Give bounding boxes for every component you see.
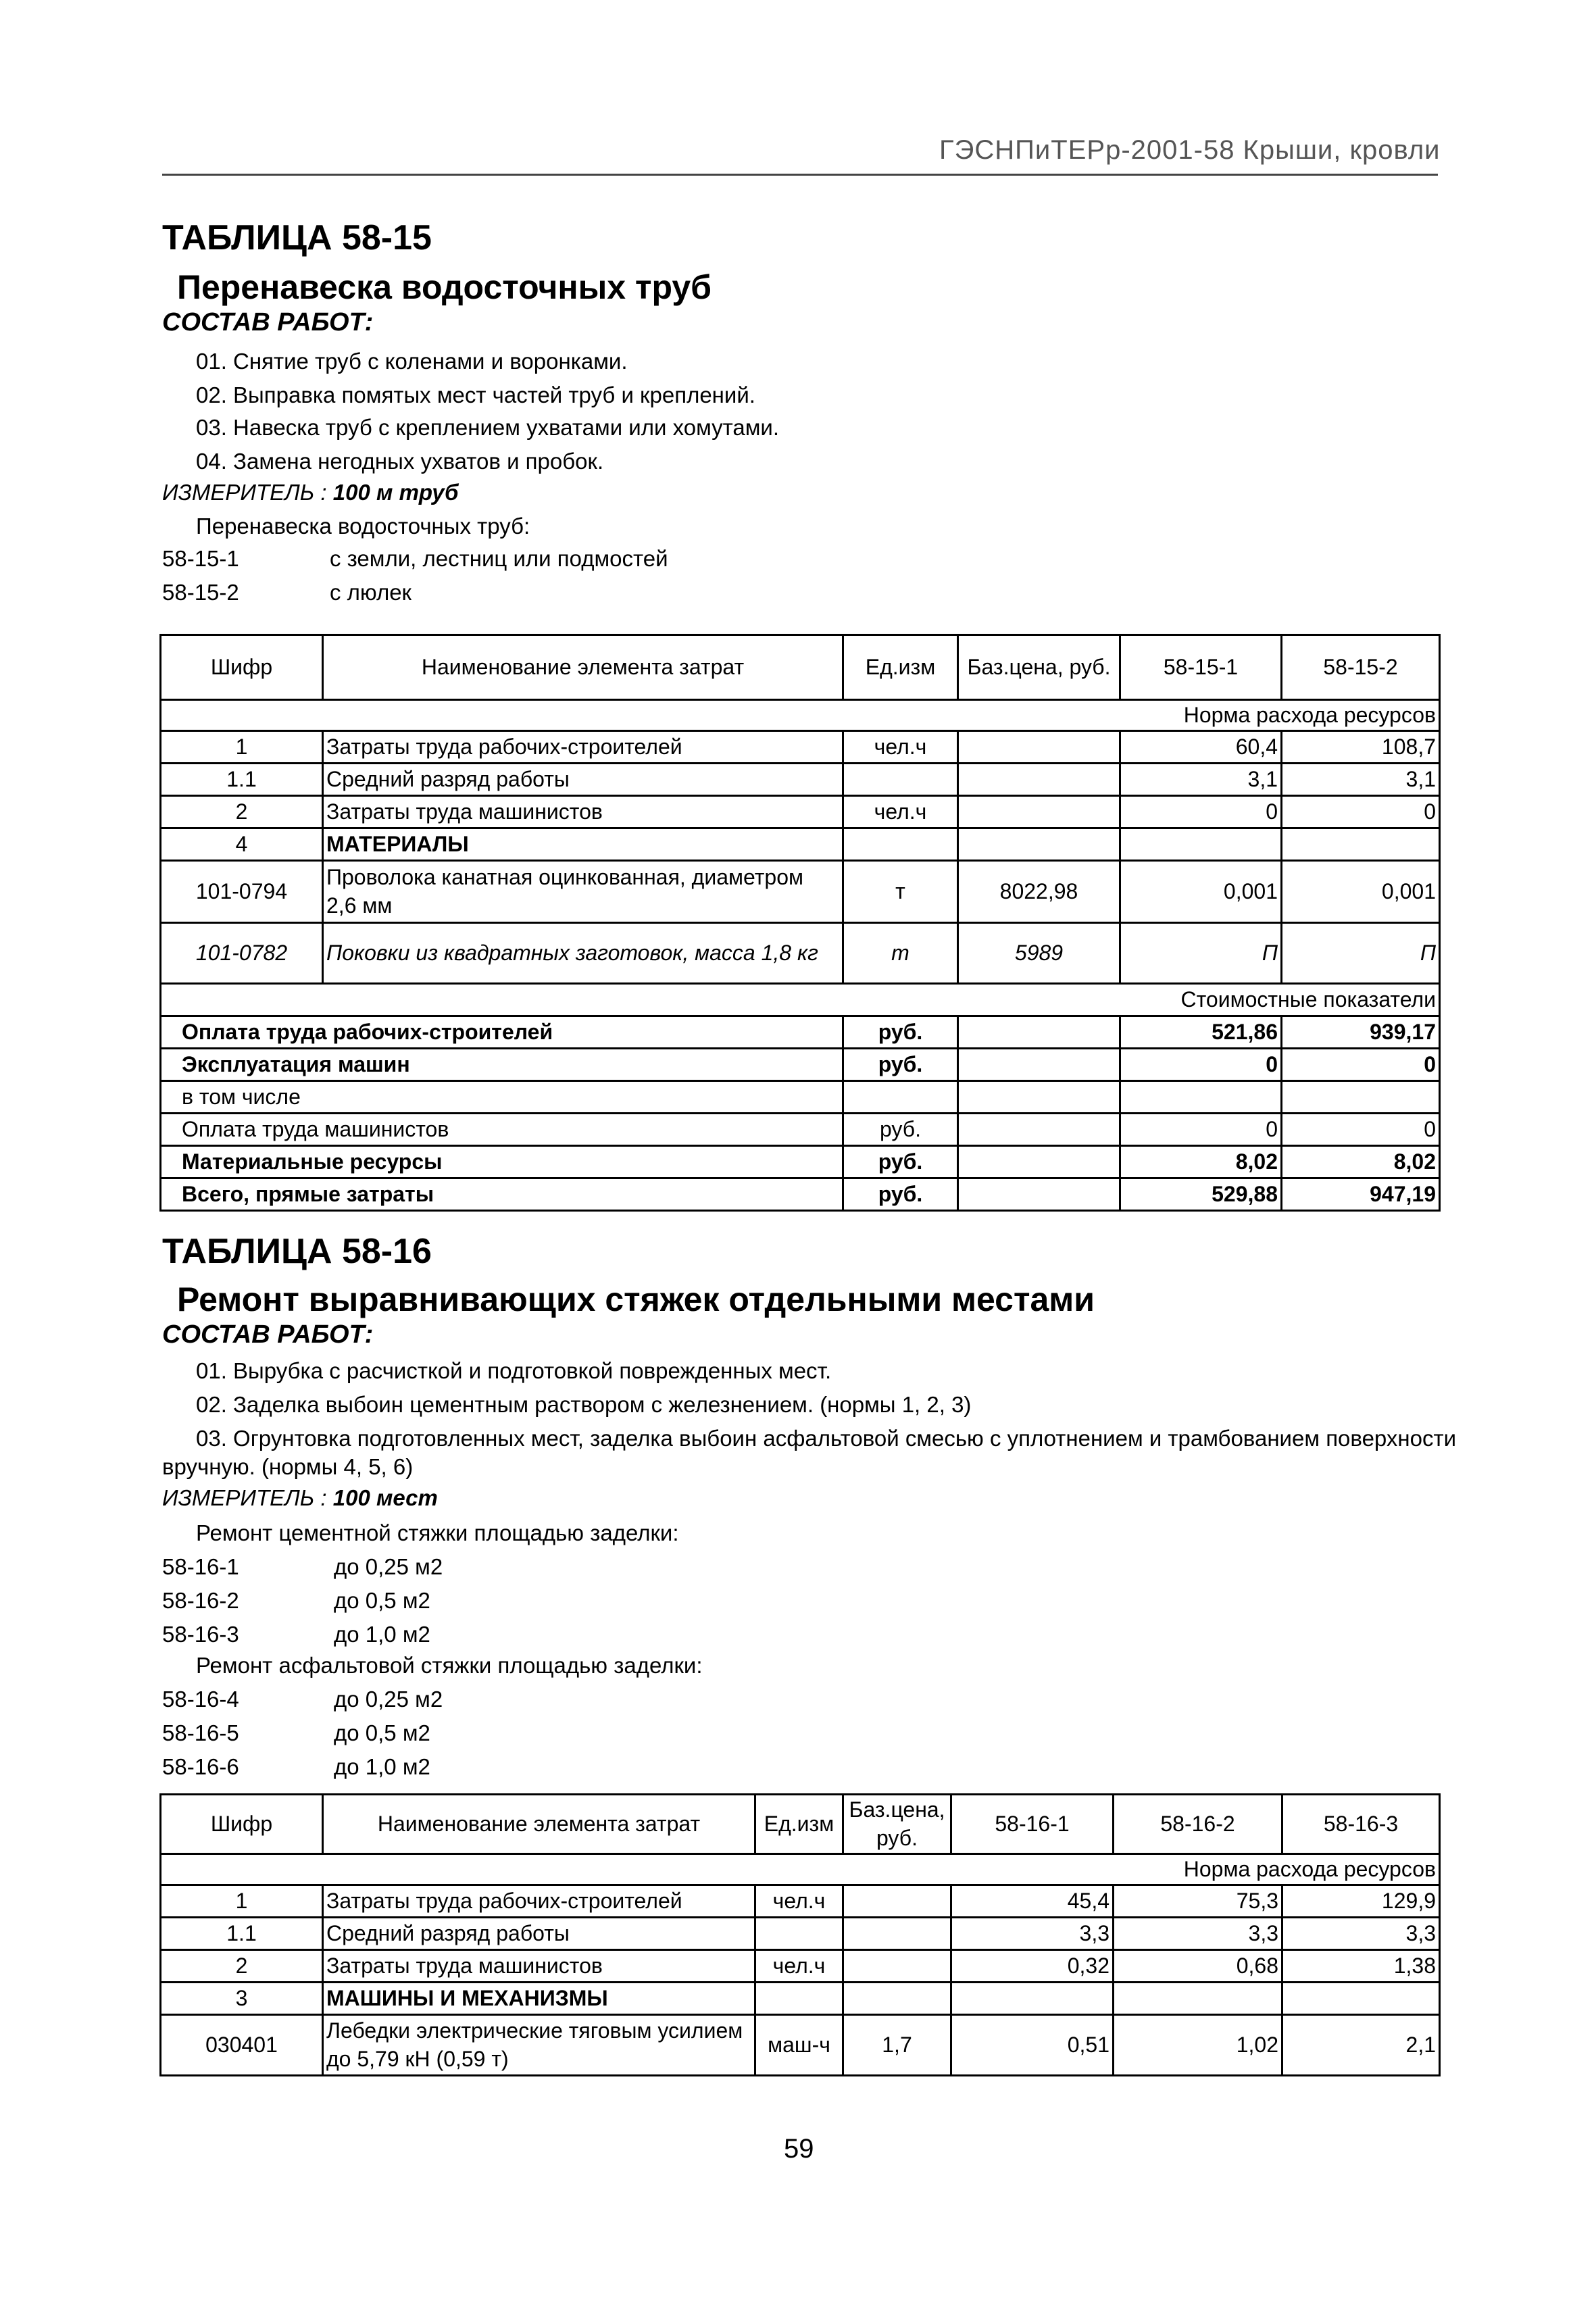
cell-unit	[843, 828, 958, 861]
cell-value	[1282, 828, 1440, 861]
cell-unit	[755, 1918, 843, 1950]
cell-price	[843, 1983, 951, 2015]
cost-unit: руб.	[843, 1146, 958, 1178]
codes-intro: Ремонт цементной стяжки площадью заделки:	[196, 1520, 679, 1545]
cell-name: Средний разряд работы	[323, 1918, 755, 1950]
cell-unit: чел.ч	[755, 1950, 843, 1983]
col-header: Баз.цена, руб.	[958, 635, 1120, 700]
col-header: Ед.изм	[755, 1795, 843, 1854]
col-header: Баз.цена, руб.	[843, 1795, 951, 1854]
cell-unit: т	[843, 923, 958, 984]
code-description: с люлек	[330, 580, 412, 605]
codes-intro: Перенавеска водосточных труб:	[196, 514, 530, 539]
code-number: 58-16-6	[162, 1754, 239, 1779]
code-description: до 0,5 м2	[334, 1720, 430, 1745]
col-header: Наименование элемента затрат	[323, 1795, 755, 1854]
cell-value	[1120, 828, 1282, 861]
code-description: до 1,0 м2	[334, 1754, 430, 1779]
cost-value: 0	[1282, 1114, 1440, 1146]
cell-value: 129,9	[1282, 1885, 1440, 1918]
cost-price	[958, 1114, 1120, 1146]
cell-value: 45,4	[951, 1885, 1114, 1918]
cell-price: 8022,98	[958, 861, 1120, 923]
cell-unit: чел.ч	[755, 1885, 843, 1918]
cell-unit: маш-ч	[755, 2015, 843, 2076]
cell-code: 4	[161, 828, 323, 861]
cell-price	[843, 1885, 951, 1918]
cost-value: 939,17	[1282, 1016, 1440, 1049]
cell-price	[958, 764, 1120, 796]
cell-value: 0	[1120, 796, 1282, 828]
cost-value: 529,88	[1120, 1178, 1282, 1211]
cell-code: 1.1	[161, 764, 323, 796]
table-subtitle: Ремонт выравнивающих стяжек отдельными местами	[177, 1280, 1095, 1318]
cost-name: в том числе	[161, 1081, 843, 1114]
cost-unit: руб.	[843, 1178, 958, 1211]
running-header: ГЭСНПиТЕРр-2001-58 Крыши, кровли	[939, 135, 1441, 165]
cost-unit	[843, 1081, 958, 1114]
cell-value: 3,3	[951, 1918, 1114, 1950]
cell-value	[1114, 1983, 1282, 2015]
col-header: Наименование элемента затрат	[323, 635, 843, 700]
code-description: до 0,5 м2	[334, 1588, 430, 1613]
cost-row	[161, 1016, 1440, 1049]
section-heading: СОСТАВ РАБОТ:	[162, 308, 374, 337]
cost-unit: руб.	[843, 1016, 958, 1049]
resource-table	[159, 1793, 1441, 2076]
cost-name: Всего, прямые затраты	[161, 1178, 843, 1211]
code-number: 58-16-3	[162, 1622, 239, 1647]
cost-unit: руб.	[843, 1114, 958, 1146]
cell-value: П	[1120, 923, 1282, 984]
cell-name: Затраты труда рабочих-строителей	[323, 731, 843, 764]
work-step: 02. Выправка помятых мест частей труб и креплений.	[196, 382, 755, 407]
cell-value: 1,02	[1114, 2015, 1282, 2076]
code-description: до 1,0 м2	[334, 1622, 430, 1647]
table-title: ТАБЛИЦА 58-15	[162, 218, 432, 257]
table-title: ТАБЛИЦА 58-16	[162, 1232, 432, 1271]
code-description: с земли, лестниц или подмостей	[330, 546, 668, 571]
cost-value: 521,86	[1120, 1016, 1282, 1049]
code-description: до 0,25 м2	[334, 1687, 443, 1712]
table-row	[161, 1983, 1440, 2015]
code-number: 58-16-2	[162, 1588, 239, 1613]
cell-unit: т	[843, 861, 958, 923]
cell-name: МАШИНЫ И МЕХАНИЗМЫ	[323, 1983, 755, 2015]
table-row	[161, 923, 1440, 984]
cell-name: Средний разряд работы	[323, 764, 843, 796]
cell-value	[1282, 1983, 1440, 2015]
cell-code: 1	[161, 731, 323, 764]
cell-value: 3,1	[1282, 764, 1440, 796]
measure-label: ИЗМЕРИТЕЛЬ :	[162, 480, 327, 505]
cell-value: 60,4	[1120, 731, 1282, 764]
measure-line	[162, 1485, 438, 1511]
measure-label: ИЗМЕРИТЕЛЬ :	[162, 1485, 327, 1510]
section-heading: СОСТАВ РАБОТ:	[162, 1320, 374, 1349]
table-row	[161, 796, 1440, 828]
cell-value: 2,1	[1282, 2015, 1440, 2076]
cost-price	[958, 1178, 1120, 1211]
cell-code: 3	[161, 1983, 323, 2015]
cell-value: 0,51	[951, 2015, 1114, 2076]
col-header: Шифр	[161, 635, 323, 700]
table-row	[161, 861, 1440, 923]
cell-code: 030401	[161, 2015, 323, 2076]
cell-name: Лебедки электрические тяговым усилием до 5,79 кН (0,59 т)	[323, 2015, 755, 2076]
cell-value: П	[1282, 923, 1440, 984]
cell-price: 1,7	[843, 2015, 951, 2076]
col-header: 58-16-1	[951, 1795, 1114, 1854]
cell-code: 101-0782	[161, 923, 323, 984]
table-row	[161, 1950, 1440, 1983]
col-header: 58-16-3	[1282, 1795, 1440, 1854]
cell-name: Проволока канатная оцинкованная, диаметром 2,6 мм	[323, 861, 843, 923]
measure-line	[162, 480, 458, 505]
cost-unit: руб.	[843, 1049, 958, 1081]
cell-value: 0,001	[1282, 861, 1440, 923]
cell-name: Поковки из квадратных заготовок, масса 1,8 кг	[323, 923, 843, 984]
cost-value	[1282, 1081, 1440, 1114]
cost-row	[161, 1114, 1440, 1146]
cell-value: 3,1	[1120, 764, 1282, 796]
table-row	[161, 828, 1440, 861]
cost-name: Материальные ресурсы	[161, 1146, 843, 1178]
cell-price	[843, 1918, 951, 1950]
cell-price	[843, 1950, 951, 1983]
cell-code: 1	[161, 1885, 323, 1918]
measure-value: 100 мест	[332, 1485, 438, 1510]
cost-value: 0	[1120, 1114, 1282, 1146]
work-step: 03. Навеска труб с креплением ухватами или хомутами.	[196, 415, 780, 440]
header-rule	[162, 174, 1438, 176]
code-number: 58-15-1	[162, 546, 239, 571]
norm-label: Норма расхода ресурсов	[161, 1854, 1440, 1885]
code-number: 58-16-5	[162, 1720, 239, 1745]
cell-name: Затраты труда машинистов	[323, 1950, 755, 1983]
cell-code: 1.1	[161, 1918, 323, 1950]
table-row	[161, 764, 1440, 796]
col-header: Шифр	[161, 1795, 323, 1854]
code-number: 58-15-2	[162, 580, 239, 605]
cell-value: 0,32	[951, 1950, 1114, 1983]
table-row	[161, 1885, 1440, 1918]
cost-price	[958, 1049, 1120, 1081]
cell-value: 108,7	[1282, 731, 1440, 764]
table-row	[161, 2015, 1440, 2076]
cell-value: 0	[1282, 796, 1440, 828]
cell-value: 1,38	[1282, 1950, 1440, 1983]
work-step: 04. Замена негодных ухватов и пробок.	[196, 449, 604, 474]
code-description: до 0,25 м2	[334, 1554, 443, 1579]
cost-row	[161, 1146, 1440, 1178]
cost-name: Эксплуатация машин	[161, 1049, 843, 1081]
cell-price: 5989	[958, 923, 1120, 984]
cell-value: 3,3	[1114, 1918, 1282, 1950]
col-header: 58-15-1	[1120, 635, 1282, 700]
cell-unit	[843, 764, 958, 796]
cost-value: 0	[1120, 1049, 1282, 1081]
work-step: 01. Вырубка с расчисткой и подготовкой поврежденных мест.	[196, 1358, 832, 1383]
col-header: 58-16-2	[1114, 1795, 1282, 1854]
cell-name: МАТЕРИАЛЫ	[323, 828, 843, 861]
cost-value: 8,02	[1282, 1146, 1440, 1178]
cell-price	[958, 828, 1120, 861]
cell-code: 101-0794	[161, 861, 323, 923]
work-step: 02. Заделка выбоин цементным раствором с железнением. (нормы 1, 2, 3)	[196, 1392, 972, 1417]
work-step: 03. Огрунтовка подготовленных мест, заделка выбоин асфальтовой смесью с уплотнением и трамбованием поверхности	[196, 1426, 1457, 1451]
cost-price	[958, 1146, 1120, 1178]
resource-table	[159, 634, 1441, 1212]
col-header: Ед.изм	[843, 635, 958, 700]
cell-price	[958, 731, 1120, 764]
page-number: 59	[784, 2134, 814, 2164]
cell-price	[958, 796, 1120, 828]
code-number: 58-16-1	[162, 1554, 239, 1579]
table-row	[161, 1918, 1440, 1950]
cell-name: Затраты труда рабочих-строителей	[323, 1885, 755, 1918]
cost-value	[1120, 1081, 1282, 1114]
norm-label: Норма расхода ресурсов	[161, 700, 1440, 731]
cell-value: 0,001	[1120, 861, 1282, 923]
cost-row	[161, 1049, 1440, 1081]
cell-value: 75,3	[1114, 1885, 1282, 1918]
cell-unit: чел.ч	[843, 796, 958, 828]
cell-value: 0,68	[1114, 1950, 1282, 1983]
cell-unit: чел.ч	[843, 731, 958, 764]
cost-label: Стоимостные показатели	[161, 984, 1440, 1016]
cost-value: 947,19	[1282, 1178, 1440, 1211]
cost-value: 8,02	[1120, 1146, 1282, 1178]
cost-name: Оплата труда машинистов	[161, 1114, 843, 1146]
cell-code: 2	[161, 1950, 323, 1983]
cell-value	[951, 1983, 1114, 2015]
cell-value: 3,3	[1282, 1918, 1440, 1950]
work-step: вручную. (нормы 4, 5, 6)	[162, 1454, 414, 1479]
cell-code: 2	[161, 796, 323, 828]
cost-name: Оплата труда рабочих-строителей	[161, 1016, 843, 1049]
cost-row	[161, 1081, 1440, 1114]
work-step: 01. Снятие труб с коленами и воронками.	[196, 349, 628, 374]
table-row	[161, 731, 1440, 764]
measure-value: 100 м труб	[332, 480, 459, 505]
cell-unit	[755, 1983, 843, 2015]
cost-price	[958, 1016, 1120, 1049]
col-header: 58-15-2	[1282, 635, 1440, 700]
table-subtitle: Перенавеска водосточных труб	[177, 268, 712, 306]
codes-intro: Ремонт асфальтовой стяжки площадью заделки:	[196, 1653, 703, 1678]
cost-row	[161, 1178, 1440, 1211]
cost-value: 0	[1282, 1049, 1440, 1081]
code-number: 58-16-4	[162, 1687, 239, 1712]
cell-name: Затраты труда машинистов	[323, 796, 843, 828]
cost-price	[958, 1081, 1120, 1114]
